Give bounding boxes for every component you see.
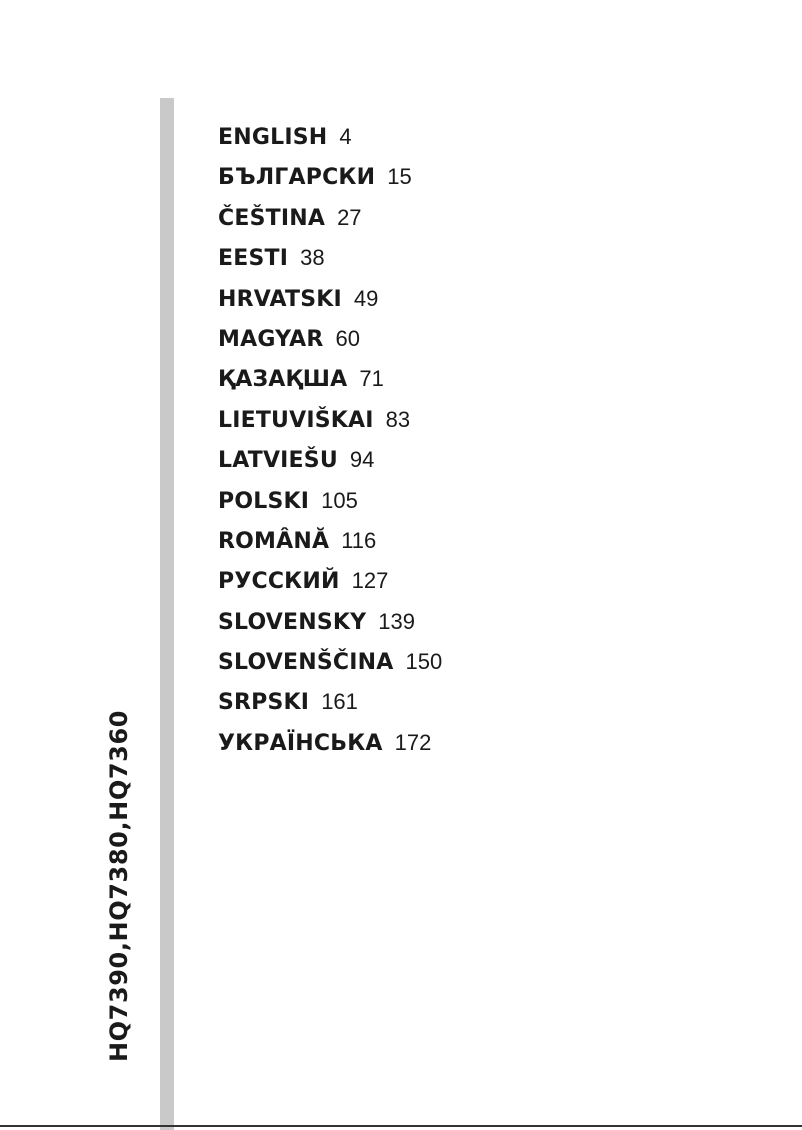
toc-entry-slovak[interactable]: [218, 602, 442, 642]
toc-language-label: EESTI: [218, 246, 289, 272]
toc-page-number: 71: [359, 366, 384, 392]
toc-entry-kazakh[interactable]: [218, 359, 442, 399]
toc-entry-croatian[interactable]: [218, 279, 442, 319]
toc-page-number: 127: [351, 568, 389, 594]
toc-language-label: LATVIEŠU: [218, 448, 338, 474]
toc-page-number: 15: [387, 164, 412, 190]
toc-language-label: ENGLISH: [218, 125, 328, 150]
toc-page-number: 4: [339, 124, 352, 149]
toc-page-number: 172: [394, 729, 432, 755]
model-numbers-label: HQ7390,HQ7380,HQ7360: [105, 709, 133, 1063]
toc-entry-russian[interactable]: [218, 561, 442, 601]
side-gray-bar: [160, 98, 174, 1130]
toc-language-label: УКРАЇНСЬКА: [218, 730, 383, 756]
toc-page-number: 150: [405, 649, 443, 675]
toc-entry-latvian[interactable]: [218, 440, 442, 480]
toc-language-label: РУССКИЙ: [218, 569, 340, 595]
toc-entry-bulgarian[interactable]: [218, 157, 442, 197]
toc-page-number: 139: [378, 608, 415, 634]
toc-page-number: 116: [341, 527, 377, 553]
toc-page-number: 83: [385, 406, 411, 432]
toc-entry-czech[interactable]: [218, 198, 442, 238]
toc-language-label: POLSKI: [218, 488, 310, 514]
toc-entry-ukrainian[interactable]: [218, 723, 442, 763]
toc-entry-hungarian[interactable]: [218, 319, 442, 359]
toc-page-number: 94: [349, 447, 375, 473]
toc-page-number: 38: [300, 245, 325, 271]
toc-entry-serbian[interactable]: [218, 682, 442, 722]
toc-entry-lithuanian[interactable]: [218, 400, 442, 440]
toc-page-number: 161: [321, 689, 358, 715]
toc-page-number: 27: [337, 204, 362, 230]
toc-language-label: MAGYAR: [218, 326, 324, 352]
toc-language-label: SRPSKI: [218, 690, 310, 716]
toc-page-number: 105: [321, 487, 358, 513]
toc-language-label: ČEŠTINA: [218, 205, 326, 231]
toc-entry-estonian[interactable]: [218, 238, 442, 278]
toc-language-label: SLOVENŠČINA: [218, 650, 394, 676]
toc-language-label: ROMÂNĂ: [218, 528, 330, 554]
toc-page-number: 49: [353, 285, 379, 311]
toc-entry-polish[interactable]: [218, 481, 442, 521]
language-table-of-contents: [218, 117, 442, 763]
toc-language-label: HRVATSKI: [218, 286, 342, 312]
toc-page-number: 60: [335, 325, 360, 351]
toc-language-label: LIETUVIŠKAI: [218, 407, 374, 433]
toc-language-label: ҚАЗАҚША: [218, 367, 348, 393]
toc-entry-romanian[interactable]: [218, 521, 442, 561]
toc-entry-english[interactable]: [218, 117, 442, 157]
bottom-rule-line: [0, 1125, 802, 1127]
toc-entry-slovenian[interactable]: [218, 642, 442, 682]
toc-language-label: БЪЛГАРСКИ: [218, 165, 376, 191]
toc-language-label: SLOVENSKY: [218, 609, 367, 635]
